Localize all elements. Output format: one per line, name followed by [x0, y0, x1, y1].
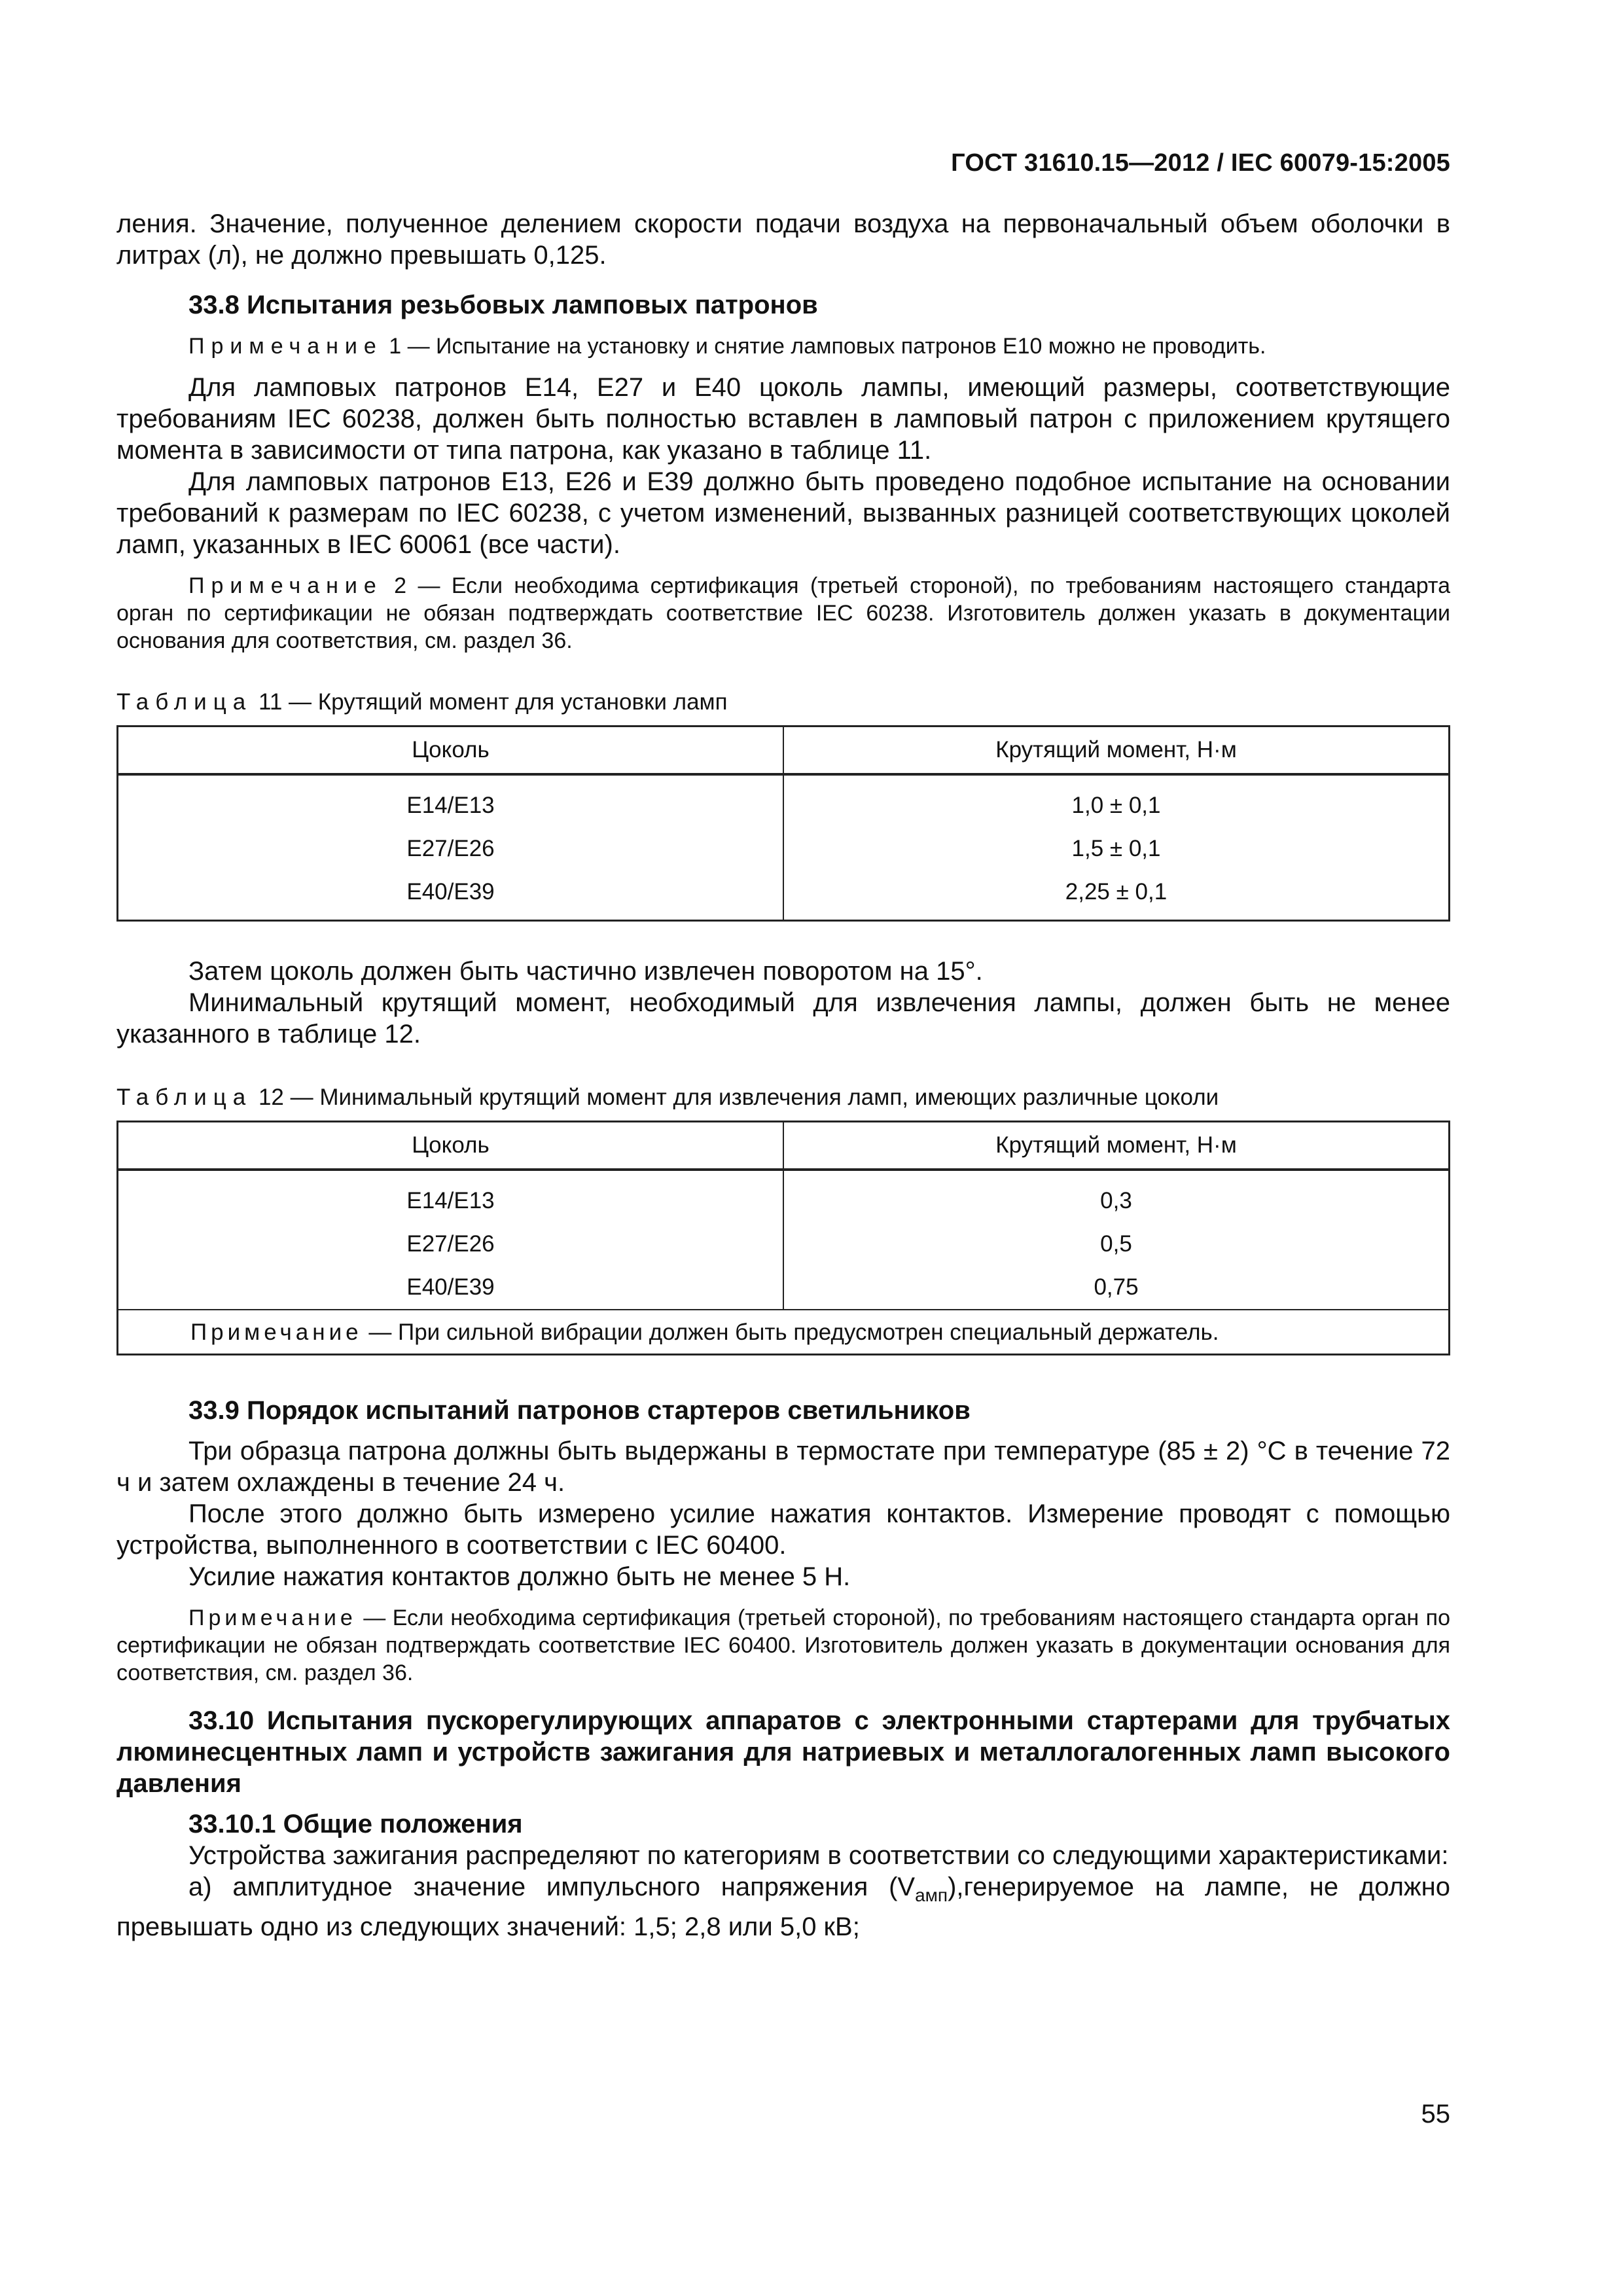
table-header-row [118, 726, 1450, 775]
list-item-text: а) амплитудное значение импульсного напряжения (V [188, 1873, 916, 1901]
column-header-torque: Крутящий момент, Н·м [783, 726, 1450, 775]
section-heading-33-8: 33.8 Испытания резьбовых ламповых патронов [188, 291, 818, 319]
table-cell: 0,3 [783, 1170, 1450, 1223]
table-cell: Е40/Е39 [118, 870, 784, 921]
paragraph: Устройства зажигания распределяют по категориям в соответствии со следующими характеристиками: [188, 1841, 1449, 1870]
paragraph: Затем цоколь должен быть частично извлечен поворотом на 15°. [188, 957, 983, 986]
note-text: — При сильной вибрации должен быть предусмотрен специальный держатель. [362, 1319, 1219, 1345]
note-label: Примечание [188, 573, 383, 598]
list-item-text: ),генерируемое на лампе, не должно превышать одно из следующих значений: 1,5; 2,8 или 5,0 кВ; [116, 1873, 1451, 1941]
note-label: Примечание [188, 334, 383, 359]
note-label: Примечание [190, 1319, 363, 1345]
table-row [118, 1223, 1450, 1266]
table-row [118, 870, 1450, 921]
table-cell: 0,75 [783, 1266, 1450, 1310]
note [116, 1604, 1450, 1687]
table-cell: Е14/Е13 [118, 774, 784, 827]
note-text: 2 — Если необходима сертификация (третьей стороной), по требованиям настоящего стандарта орган по сертификации не обязан подтверждать соответствие IEC 60238. Изготовитель должен указать в документации основания для соответствия, см. раздел 36. [116, 573, 1450, 653]
paragraph: Три образца патрона должны быть выдержаны в термостате при температуре (85 ± 2) °С в течение 72 ч и затем охлаждены в течение 24 ч. [116, 1437, 1450, 1497]
paragraph: Усилие нажатия контактов должно быть не менее 5 Н. [188, 1562, 851, 1591]
table-row [118, 774, 1450, 827]
note-2 [116, 572, 1450, 655]
table-12 [116, 1121, 1450, 1355]
paragraph: Для ламповых патронов Е14, Е27 и Е40 цоколь лампы, имеющий размеры, соответствующие требованиям IEC 60238, должен быть полностью вставлен в ламповый патрон с приложением крутящего момента в зависимости от типа патрона, как указано в таблице 11. [116, 373, 1450, 465]
table-note-row [118, 1310, 1450, 1355]
column-header-base: Цоколь [118, 1122, 784, 1170]
list-item-a [116, 1871, 1450, 1943]
column-header-torque: Крутящий момент, Н·м [783, 1122, 1450, 1170]
table-row [118, 827, 1450, 870]
table-11 [116, 725, 1450, 922]
subsection-heading-33-10-1: 33.10.1 Общие положения [188, 1810, 523, 1839]
table-cell: 0,5 [783, 1223, 1450, 1266]
table-row [118, 1170, 1450, 1223]
paragraph-continuation: ления. Значение, полученное делением скорости подачи воздуха на первоначальный объем оболочки в литрах (л), не должно превышать 0,125. [116, 209, 1450, 270]
note-label: Примечание [188, 1605, 357, 1630]
section-heading-33-9: 33.9 Порядок испытаний патронов стартеров светильников [188, 1396, 971, 1425]
column-header-base: Цоколь [118, 726, 784, 775]
paragraph: Для ламповых патронов Е13, Е26 и Е39 должно быть проведено подобное испытание на основании требований к размерам по IEC 60238, с учетом изменений, вызванных разницей соответствующих цоколей ламп, указанных в IEC 60061 (все части). [116, 467, 1450, 559]
table-note [118, 1310, 1450, 1355]
table-cell: Е27/Е26 [118, 827, 784, 870]
note-1 [116, 332, 1450, 360]
table-12-caption [116, 1084, 1450, 1111]
caption-text: 11 — Крутящий момент для установки ламп [252, 689, 728, 715]
table-header-row [118, 1122, 1450, 1170]
caption-label: Таблица [116, 689, 253, 715]
subscript: амп [915, 1885, 948, 1905]
page-body [116, 208, 1450, 1943]
note-text: — Если необходима сертификация (третьей стороной), по требованиям настоящего стандарта орган по сертификации не обязан подтверждать соответствие IEC 60400. Изготовитель должен указать в документации основания для соответствия, см. раздел 36. [116, 1605, 1450, 1685]
document-page [116, 0, 1450, 2296]
caption-label: Таблица [116, 1085, 253, 1110]
table-cell: 1,5 ± 0,1 [783, 827, 1450, 870]
table-row [118, 1266, 1450, 1310]
table-cell: 1,0 ± 0,1 [783, 774, 1450, 827]
note-text: 1 — Испытание на установку и снятие ламповых патронов Е10 можно не проводить. [382, 334, 1266, 359]
table-cell: Е27/Е26 [118, 1223, 784, 1266]
table-cell: Е40/Е39 [118, 1266, 784, 1310]
caption-text: 12 — Минимальный крутящий момент для извлечения ламп, имеющих различные цоколи [252, 1085, 1219, 1110]
standard-code-header: ГОСТ 31610.15—2012 / IEC 60079-15:2005 [951, 149, 1450, 177]
table-cell: 2,25 ± 0,1 [783, 870, 1450, 921]
page-number: 55 [1421, 2100, 1450, 2128]
paragraph: Минимальный крутящий момент, необходимый для извлечения лампы, должен быть не менее указанного в таблице 12. [116, 988, 1450, 1049]
section-heading-33-10: 33.10 Испытания пускорегулирующих аппаратов с электронными стартерами для трубчатых люминесцентных ламп и устройств зажигания для натриевых и металлогалогенных ламп высокого давления [116, 1706, 1450, 1798]
table-cell: Е14/Е13 [118, 1170, 784, 1223]
paragraph: После этого должно быть измерено усилие нажатия контактов. Измерение проводят с помощью устройства, выполненного в соответствии с IEC 60400. [116, 1499, 1450, 1560]
table-11-caption [116, 689, 1450, 716]
